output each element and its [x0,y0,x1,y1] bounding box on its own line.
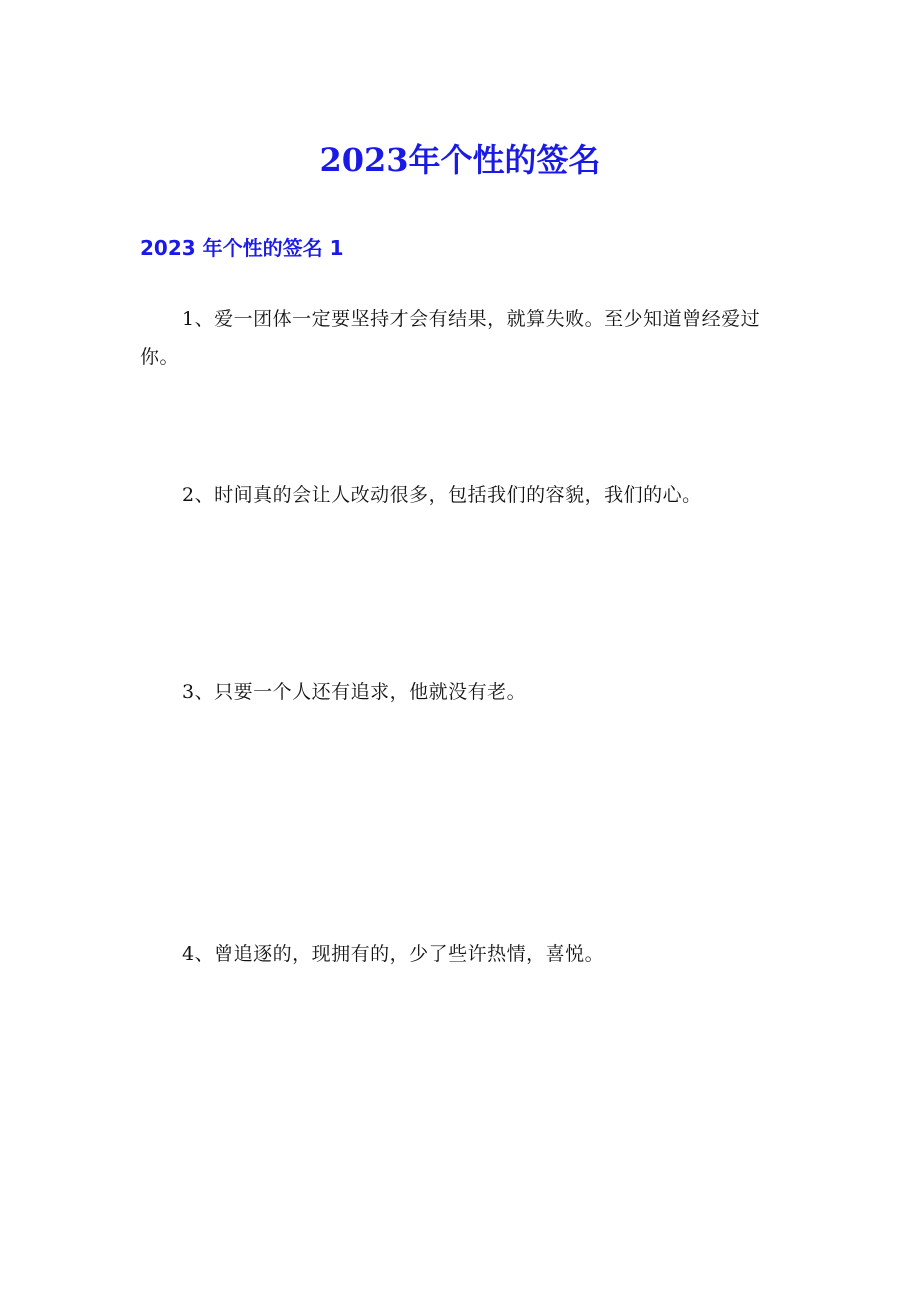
paragraph-2: 2、时间真的会让人改动很多，包括我们的容貌，我们的心。 [182,484,702,506]
paragraph-1: 1、爱一团体一定要坚持才会有结果，就算失败。至少知道曾经爱过你。 [140,308,761,368]
paragraph-4: 4、曾追逐的，现拥有的，少了些许热情，喜悦。 [182,943,605,965]
document-title: 2023年个性的签名 [319,141,601,179]
paragraph-3: 3、只要一个人还有追求，他就没有老。 [182,681,527,703]
section-heading: 2023 年个性的签名 1 [140,236,344,260]
